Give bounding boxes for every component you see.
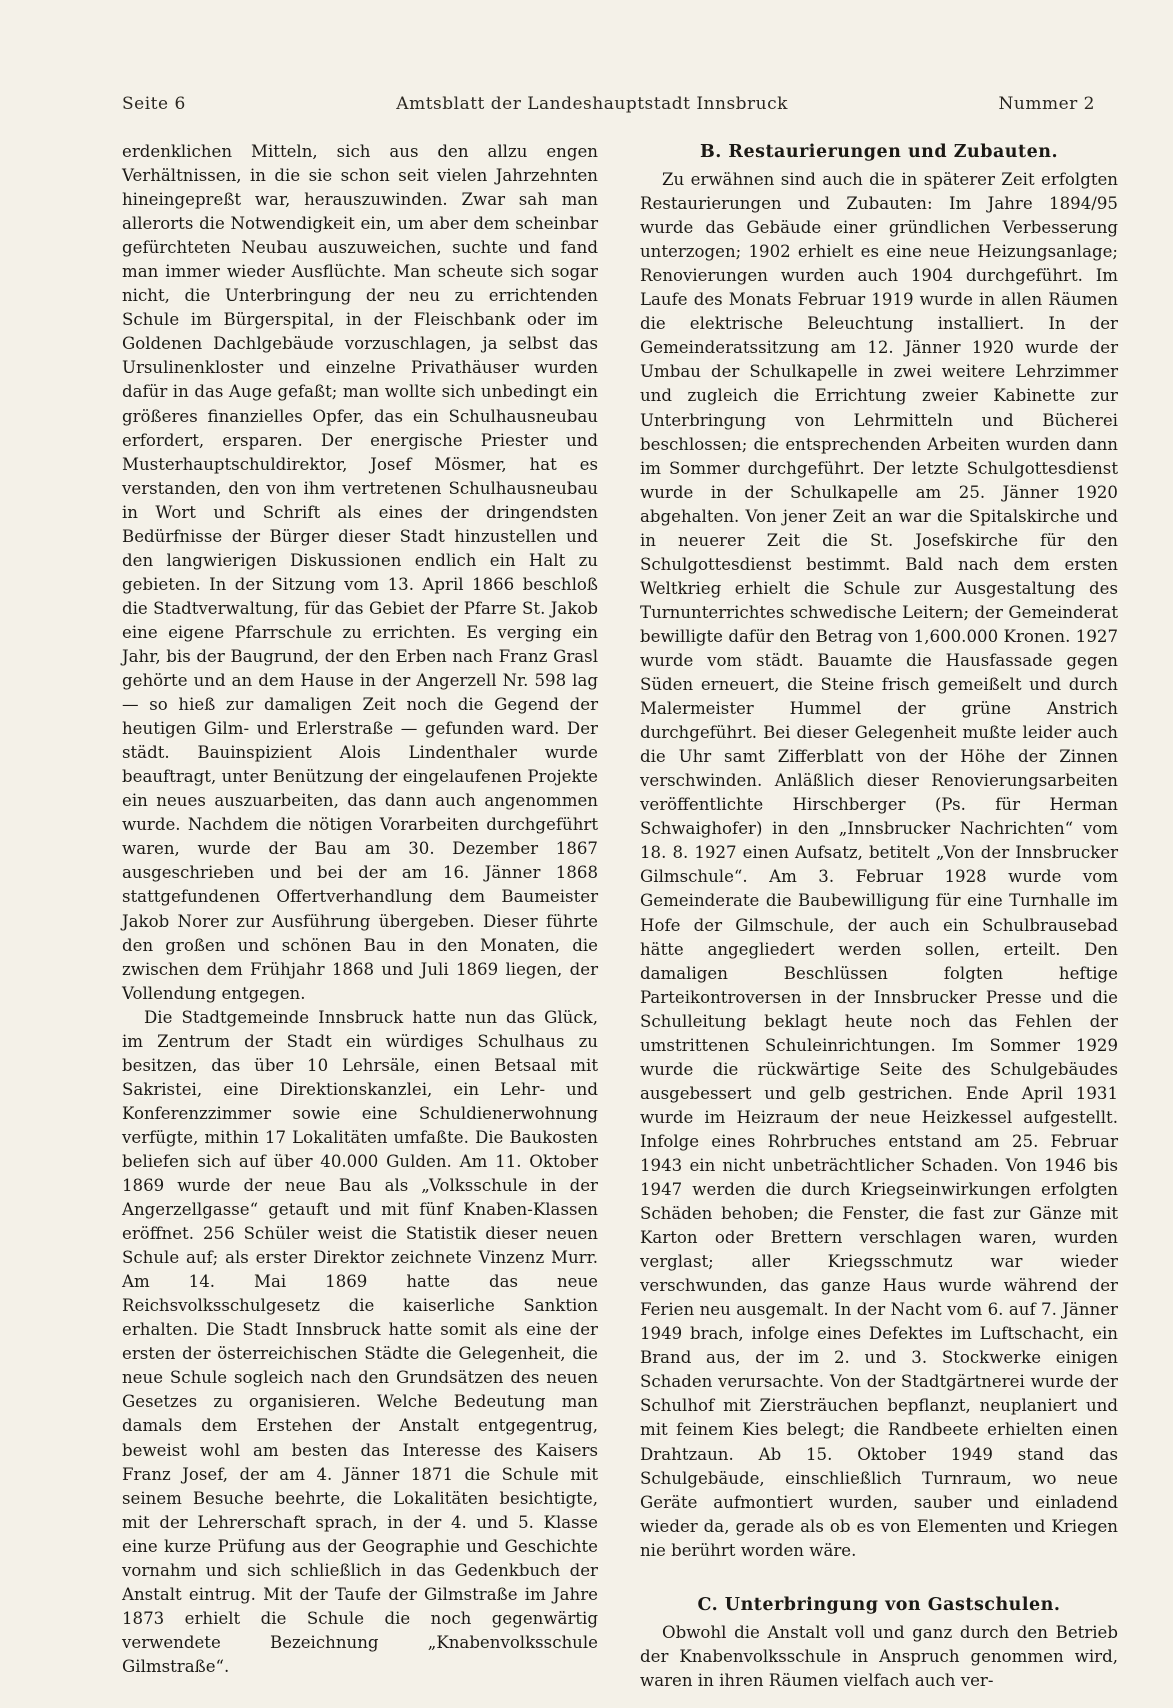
section-heading-c: C. Unterbringung von Gastschulen. xyxy=(697,1594,1061,1615)
running-header xyxy=(122,94,1095,116)
paragraph: Zu erwähnen sind auch die in späterer Zeit erfolgten Restaurierungen und Zubauten: Im Jahre 1894/95 wurde das Gebäude einer gründlichen Verbesserung unterzogen; 1902 erhielt es eine neue Heizungsanlage; Renovierungen wurden auch 1904 durchgeführt. Im Laufe des Monats Februar 1919 wurde in allen Räumen die elektrische Beleuchtung installiert. In der Gemeinderatssitzung am 12. Jänner 1920 wurde der Umbau der Schulkapelle in zwei weitere Lehrzimmer und zugleich die Errichtung zweier Kabinette zur Unterbringung von Lehrmitteln und Bücherei beschlossen; die entsprechenden Arbeiten wurden dann im Sommer durchgeführt. Der letzte Schulgottesdienst wurde in der Schulkapelle am 25. Jänner 1920 abgehalten. Von jener Zeit an war die Spitalskirche und in neuerer Zeit die St. Josefskirche für den Schulgottesdienst bestimmt. Bald nach dem ersten Weltkrieg erhielt die Schule zur Ausgestaltung des Turnunterrichtes schwedische Leitern; der Gemeinderat bewilligte dafür den Betrag von 1,600.000 Kronen. 1927 wurde vom städt. Bauamte die Hausfassade gegen Süden erneuert, die Steine frisch gemeißelt und durch Malermeister Hummel der grüne Anstrich durchgeführt. Bei dieser Gelegenheit mußte leider auch die Uhr samt Zifferblatt von der Höhe der Zinnen verschwinden. Anläßlich dieser Renovierungsarbeiten veröffentlichte Hirschberger (Ps. für Herman Schwaighofer) in den „Innsbrucker Nachrichten“ vom 18. 8. 1927 einen Aufsatz, betitelt „Von der Innsbrucker Gilmschule“. Am 3. Februar 1928 wurde vom Gemeinderate die Baubewilligung für eine Turnhalle im Hofe der Gilmschule, der auch ein Schulbrausebad hätte angegliedert werden sollen, erteilt. Den damaligen Beschlüssen folgten heftige Parteikontroversen in der Innsbrucker Presse und die Schulleitung beklagt heute noch das Fehlen der umstrittenen Schuleinrichtungen. Im Sommer 1929 wurde die rückwärtige Seite des Schulgebäudes ausgebessert und gelb gestrichen. Ende April 1931 wurde im Heizraum der neue Heizkessel aufgestellt. Infolge eines Rohrbruches entstand am 25. Februar 1943 ein nicht unbeträchtlicher Schaden. Von 1946 bis 1947 werden die durch Kriegseinwirkungen erfolgten Schäden behoben; die Fenster, die fast zur Gänze mit Karton oder Brettern verschlagen waren, wurden verglast; aller Kriegsschmutz war wieder verschwunden, das ganze Haus wurde während der Ferien neu ausgemalt. In der Nacht vom 6. auf 7. Jänner 1949 brach, infolge eines Defektes im Luftschacht, ein Brand aus, der im 2. und 3. Stockwerke einigen Schaden verursachte. Von der Stadtgärtnerei wurde der Schulhof mit Ziersträuchen bepflanzt, neuplaniert und mit feinem Kies belegt; die Randbeete erhielten einen Drahtzaun. Ab 15. Oktober 1949 stand das Schulgebäude, einschließlich Turnraum, wo neue Geräte aufmontiert wurden, sauber und einladend wieder da, gerade als ob es von Elementen und Kriegen nie berührt worden wäre. xyxy=(640,170,1118,1560)
paragraph: Obwohl die Anstalt voll und ganz durch den Betrieb der Knabenvolksschule in Anspruch genommen wird, waren in ihren Räumen vielfach auch ver- xyxy=(640,1622,1118,1690)
paragraph: erdenklichen Mitteln, sich aus den allzu engen Verhältnissen, in die sie schon seit vielen Jahrzehnten hineingepreßt war, herauszuwinden. Zwar sah man allerorts die Notwendigkeit ein, um aber dem scheinbar gefürchteten Neubau auszuweichen, suchte und fand man immer wieder Ausflüchte. Man scheute sich sogar nicht, die Unterbringung der neu zu errichtenden Schule im Bürgerspital, in der Fleischbank oder im Goldenen Dachlgebäude vorzuschlagen, ja selbst das Ursulinenkloster und einzelne Privathäuser wurden dafür in das Auge gefaßt; man wollte sich unbedingt ein größeres finanzielles Opfer, das ein Schulhausneubau erfordert, ersparen. Der energische Priester und Musterhauptschuldirektor, Josef Mösmer, hat es verstanden, den von ihm vertretenen Schulhausneubau in Wort und Schrift als eines der dringendsten Bedürfnisse der Bürger dieser Stadt hinzustellen und den langwierigen Diskussionen endlich ein Halt zu gebieten. In der Sitzung vom 13. April 1866 beschloß die Stadtverwaltung, für das Gebiet der Pfarre St. Jakob eine eigene Pfarrschule zu errichten. Es verging ein Jahr, bis der Baugrund, der den Erben nach Franz Grasl gehörte und an dem Hause in der Angerzell Nr. 598 lag — so hieß zur damaligen Zeit noch die Gegend der heutigen Gilm- und Erlerstraße — gefunden ward. Der städt. Bauinspizient Alois Lindenthaler wurde beauftragt, unter Benützung der eingelaufenen Projekte ein neues auszuarbeiten, das dann auch angenommen wurde. Nachdem die nötigen Vorarbeiten durchgeführt waren, wurde der Bau am 30. Dezember 1867 ausgeschrieben und bei der am 16. Jänner 1868 stattgefundenen Offertverhandlung dem Baumeister Jakob Norer zur Ausführung übergeben. Dieser führte den großen und schönen Bau in den Monaten, die zwischen dem Frühjahr 1868 und Juli 1869 liegen, der Vollendung entgegen. xyxy=(122,142,598,1003)
publication-title: Amtsblatt der Landeshauptstadt Innsbruck xyxy=(396,94,788,114)
right-column xyxy=(640,140,1118,1693)
page-number: Seite 6 xyxy=(122,94,186,114)
left-column xyxy=(122,140,598,1679)
paragraph: Die Stadtgemeinde Innsbruck hatte nun das Glück, im Zentrum der Stadt ein würdiges Schulhaus zu besitzen, das über 10 Lehrsäle, einen Betsaal mit Sakristei, eine Direktionskanzlei, ein Lehr- und Konferenzzimmer sowie eine Schuldienerwohnung verfügte, mithin 17 Lokalitäten umfaßte. Die Baukosten beliefen sich auf über 40.000 Gulden. Am 11. Oktober 1869 wurde der neue Bau als „Volksschule in der Angerzellgasse“ getauft und mit fünf Knaben-Klassen eröffnet. 256 Schüler weist die Statistik dieser neuen Schule auf; als erster Direktor zeichnete Vinzenz Murr. Am 14. Mai 1869 hatte das neue Reichsvolksschulgesetz die kaiserliche Sanktion erhalten. Die Stadt Innsbruck hatte somit als eine der ersten der österreichischen Städte die Gelegenheit, die neue Schule sogleich nach den Grundsätzen des neuen Gesetzes zu organisieren. Welche Bedeutung man damals dem Erstehen der Anstalt entgegentrug, beweist wohl am besten das Interesse des Kaisers Franz Josef, der am 4. Jänner 1871 die Schule mit seinem Besuche beehrte, die Lokalitäten besichtigte, mit der Lehrerschaft sprach, in der 4. und 5. Klasse eine kurze Prüfung aus der Geographie und Geschichte vornahm und sich schließlich in das Gedenkbuch der Anstalt eintrug. Mit der Taufe der Gilmstraße im Jahre 1873 erhielt die Schule die noch gegenwärtig verwendete Bezeichnung „Knabenvolksschule Gilmstraße“. xyxy=(122,1007,598,1676)
section-heading-b: B. Restaurierungen und Zubauten. xyxy=(699,142,1059,162)
issue-number: Nummer 2 xyxy=(998,94,1095,114)
